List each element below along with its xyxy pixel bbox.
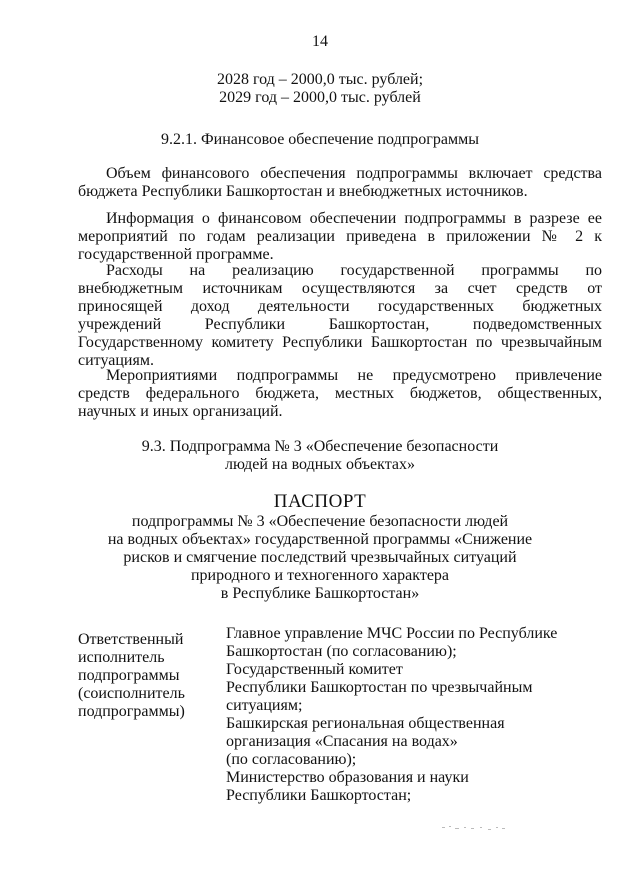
passport-subtitle-line: подпрограммы № 3 «Обеспечение безопасности людей — [131, 513, 509, 530]
passport-label-line: исполнитель — [78, 649, 165, 666]
passport-subtitle-line: природного и техногенного характера — [190, 567, 450, 584]
passport-value-line: Республики Башкортостан; — [226, 787, 412, 804]
section-921-heading: 9.2.1. Финансовое обеспечение подпрограммы — [161, 131, 479, 148]
passport-value-line: Башкортостан (по согласованию); — [226, 643, 457, 660]
passport-label-line: (соисполнитель — [78, 685, 185, 702]
passport-value-line: Государственный комитет — [226, 661, 403, 678]
passport-value-line: ситуациям; — [226, 697, 303, 714]
paragraph-line: средств федерального бюджета, местных бюджетов, общественных, — [78, 385, 602, 402]
passport-value-line: Республики Башкортостан по чрезвычайным — [226, 679, 533, 696]
passport-label-line: подпрограммы) — [78, 703, 185, 720]
passport-label-line: Ответственный — [78, 631, 184, 648]
paragraph-line: приносящей доход деятельности государственных бюджетных — [78, 298, 602, 315]
passport-title: ПАСПОРТ — [273, 491, 367, 512]
paragraph-line: мероприятий по годам реализации приведена в приложении № 2 к — [78, 228, 602, 245]
budget-year-2029: 2029 год – 2000,0 тыс. рублей — [219, 89, 421, 106]
paragraph-line: ситуациям. — [78, 352, 154, 369]
paragraph-line: внебюджетным источникам осуществляются за счет средств от — [78, 280, 602, 297]
passport-value-line: организация «Спасания на водах» — [226, 733, 458, 750]
paragraph-line: Объем финансового обеспечения подпрограммы включает средства — [106, 165, 602, 182]
passport-subtitle-line: в Республике Башкортостан» — [220, 585, 420, 602]
passport-label-line: подпрограммы — [78, 667, 180, 684]
passport-subtitle-line: рисков и смягчение последствий чрезвычайных ситуаций — [123, 549, 517, 566]
passport-value-line: (по согласованию); — [226, 751, 357, 768]
paragraph-line: Информация о финансовом обеспечении подпрограммы в разрезе ее — [106, 210, 602, 227]
passport-subtitle-line: на водных объектах» государственной программы «Снижение — [107, 531, 533, 548]
budget-year-2028: 2028 год – 2000,0 тыс. рублей; — [216, 71, 424, 88]
paragraph-line: государственной программе. — [78, 246, 274, 263]
paragraph-line: учреждений Республики Башкортостан, подведомственных — [78, 316, 602, 333]
scan-speckle — [440, 822, 510, 832]
paragraph-line: Расходы на реализацию государственной программы по — [106, 262, 602, 279]
paragraph-line: Государственному комитету Республики Башкортостан по чрезвычайным — [78, 334, 602, 351]
paragraph-line: бюджета Республики Башкортостан и внебюджетных источников. — [78, 183, 528, 200]
section-93-heading: 9.3. Подпрограмма № 3 «Обеспечение безопасности — [141, 438, 499, 455]
section-93-heading: людей на водных объектах» — [225, 456, 415, 473]
passport-value-line: Главное управление МЧС России по Республике — [226, 625, 558, 642]
passport-value-line: Министерство образования и науки — [226, 769, 469, 786]
passport-value-line: Башкирская региональная общественная — [226, 715, 505, 732]
paragraph-line: Мероприятиями подпрограммы не предусмотрено привлечение — [106, 367, 602, 384]
paragraph-line: научных и иных организаций. — [78, 403, 283, 420]
page-number: 14 — [312, 33, 328, 50]
